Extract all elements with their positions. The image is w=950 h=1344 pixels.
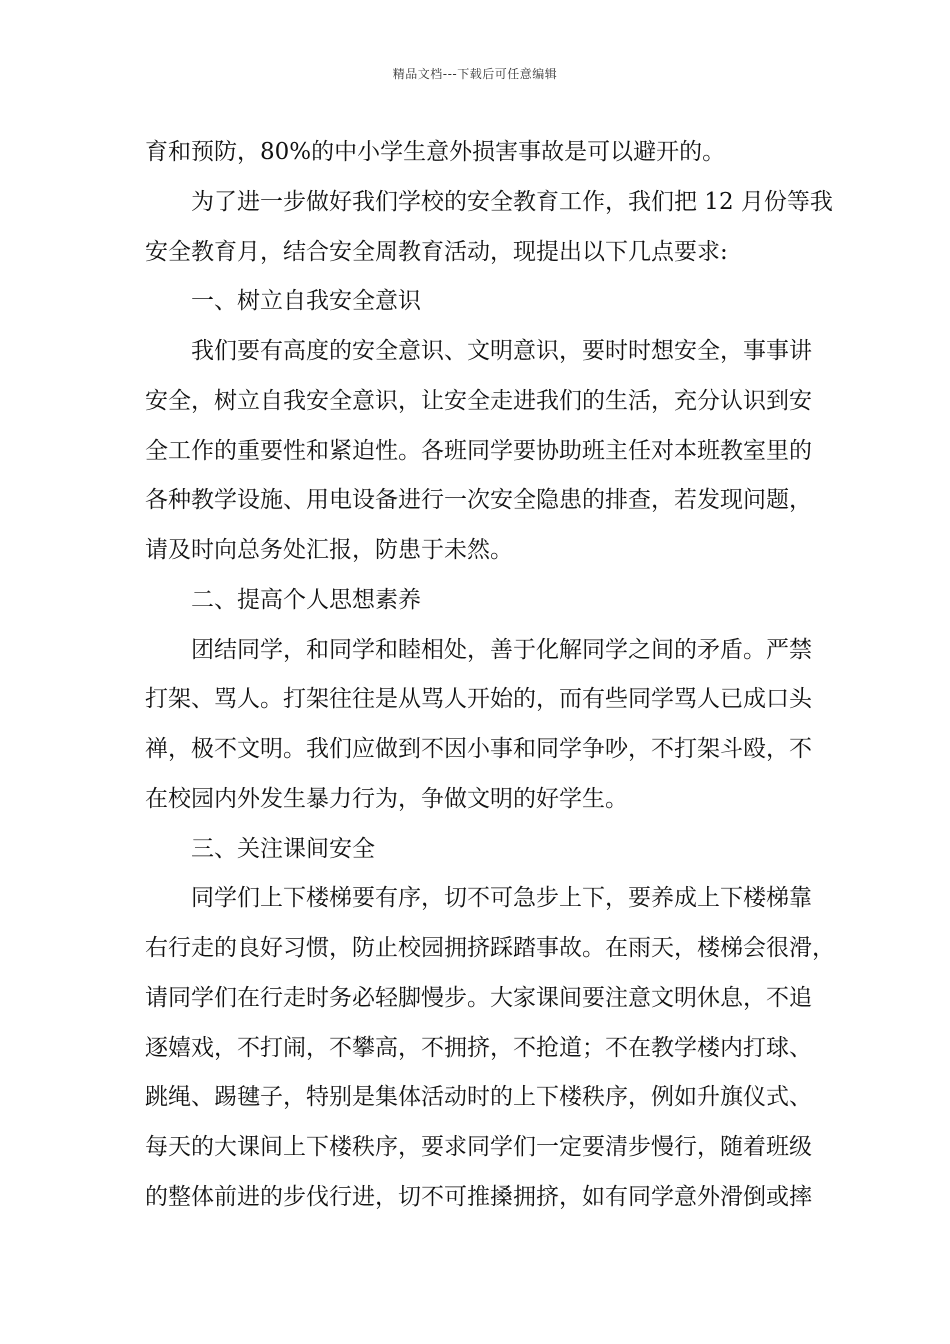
text-line: 全工作的重要性和紧迫性。各班同学要协助班主任对本班教室里的 [145,437,812,464]
text-line: 为了进一步做好我们学校的安全教育工作，我们把 12 月份等我 [191,188,833,215]
text-line: 跳绳、踢毽子，特别是集体活动时的上下楼秩序，例如升旗仪式、 [145,1084,812,1111]
text-line: 团结同学，和同学和睦相处，善于化解同学之间的矛盾。严禁 [191,636,812,663]
text-line: 我们要有高度的安全意识、文明意识，要时时想安全，事事讲 [191,338,812,364]
text-line: 打架、骂人。打架往往是从骂人开始的，而有些同学骂人已成口头 [145,686,812,713]
text-line: 每天的大课间上下楼秩序，要求同学们一定要清步慢行，随着班级 [145,1134,812,1160]
text-line: 各种教学设施、用电设备进行一次安全隐患的排查，若发现问题， [145,487,812,514]
text-line: 安全，树立自我安全意识，让安全走进我们的生活，充分认识到安 [145,387,812,414]
section-heading: 三、关注课间安全 [191,835,375,862]
text-line: 禅，极不文明。我们应做到不因小事和同学争吵，不打架斗殴，不 [145,736,812,762]
text-line: 的整体前进的步伐行进，切不可推搡拥挤，如有同学意外滑倒或摔 [145,1183,812,1210]
document-body [145,132,835,1227]
text-line: 逐嬉戏，不打闹，不攀高，不拥挤，不抢道；不在教学楼内打球、 [145,1034,812,1061]
section-heading: 一、树立自我安全意识 [191,288,421,315]
text-line: 同学们上下楼梯要有序，切不可急步上下，要养成上下楼梯靠 [191,885,812,912]
text-line: 请同学们在行走时务必轻脚慢步。大家课间要注意文明休息，不追 [145,984,812,1011]
section-heading: 二、提高个人思想素养 [191,586,421,613]
text-line: 安全教育月，结合安全周教育活动，现提出以下几点要求: [145,238,728,265]
text-line: 育和预防，80%的中小学生意外损害事故是可以避开的。 [145,139,726,165]
text-line: 右行走的良好习惯，防止校园拥挤踩踏事故。在雨天，楼梯会很滑， [145,935,835,961]
page-header: 精品文档---下载后可任意编辑 [392,67,558,81]
text-line: 在校园内外发生暴力行为，争做文明的好学生。 [145,785,628,812]
text-line: 请及时向总务处汇报，防患于未然。 [145,537,513,563]
